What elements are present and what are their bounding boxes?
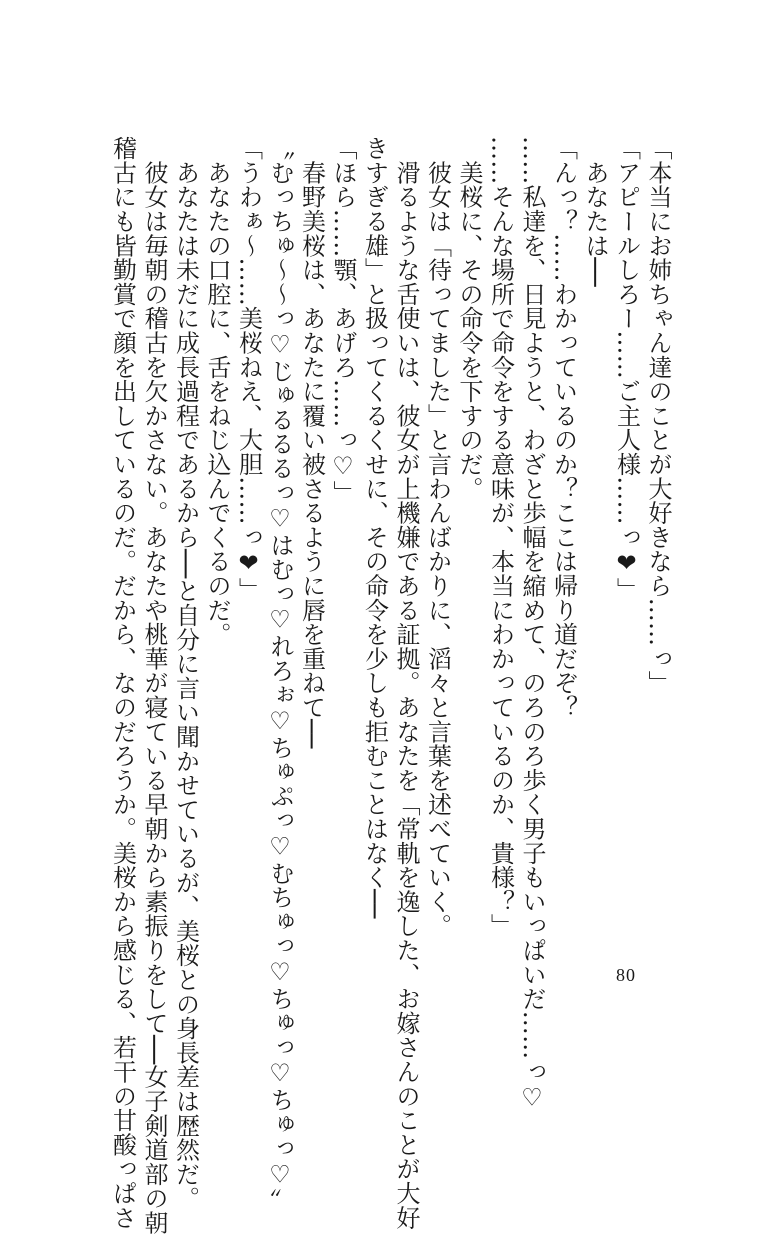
text-line: ……私達を、日見ようと、わざと歩幅を縮めて、のろのろ歩く男子もいっぱいだ……っ♡ bbox=[518, 136, 546, 1112]
text-line: 〝むっちゅ～～っ♡じゅるるるっ♡はむっ♡れろぉ♡ちゅぷっ♡むちゅっ♡ちゅっ♡ちゅっ♡〟 bbox=[266, 136, 294, 1213]
text-line: あなたは未だに成長過程であるから──と自分に言い聞かせているが、美桜との身長差は歴然だ。 bbox=[171, 136, 200, 1211]
text-line: 滑るような舌使いは、彼女が上機嫌である証拠。あなたを「常軌を逸した、お嫁さんのことが大好 bbox=[392, 136, 420, 1230]
text-line: あなたは── bbox=[581, 136, 609, 287]
text-line: 「んっ？……わかっているのか？ここは帰り道だぞ？ bbox=[549, 136, 578, 720]
text-line: あなたの口腔に、舌をねじ込んでくるのだ。 bbox=[203, 136, 231, 647]
text-line: 彼女は毎朝の稽古を欠かさない。あなたや桃華が寝ている早朝から素振りをして──女子剣道部の朝 bbox=[140, 136, 168, 1235]
text-line: 春野美桜は、あなたに覆い被さるように唇を重ねて── bbox=[297, 136, 326, 749]
text-line: きすぎる雄」と扱ってくるくせに、その命令を少しも拒むことはなく── bbox=[360, 136, 389, 919]
text-line: 彼女は「待ってました」と言わんばかりに、滔々と言葉を述べていく。 bbox=[423, 136, 452, 938]
text-line: 美桜に、その命令を下すのだ。 bbox=[455, 136, 483, 501]
text-line: 「本当にお姉ちゃん達のことが大好きなら……っ」 bbox=[644, 136, 672, 695]
page-number: 80 bbox=[616, 965, 636, 985]
text-line: 「ほら……顎、あげろ……っ♡」 bbox=[329, 136, 357, 505]
text-line: 「うわぁ～……美桜ねえ、大胆……っ❤」 bbox=[234, 136, 263, 602]
text-line: ……そんな場所で命令をする意味が、本当にわかっているのか、貴様？」 bbox=[486, 136, 515, 938]
text-line: 稽古にも皆勤賞で顔を出しているのだ。だから、なのだろうか。美桜から感じる、若干の甘酸っぱさ bbox=[108, 136, 137, 1230]
text-line: 「アピールしろー……ご主人様……っ❤」 bbox=[612, 136, 641, 602]
